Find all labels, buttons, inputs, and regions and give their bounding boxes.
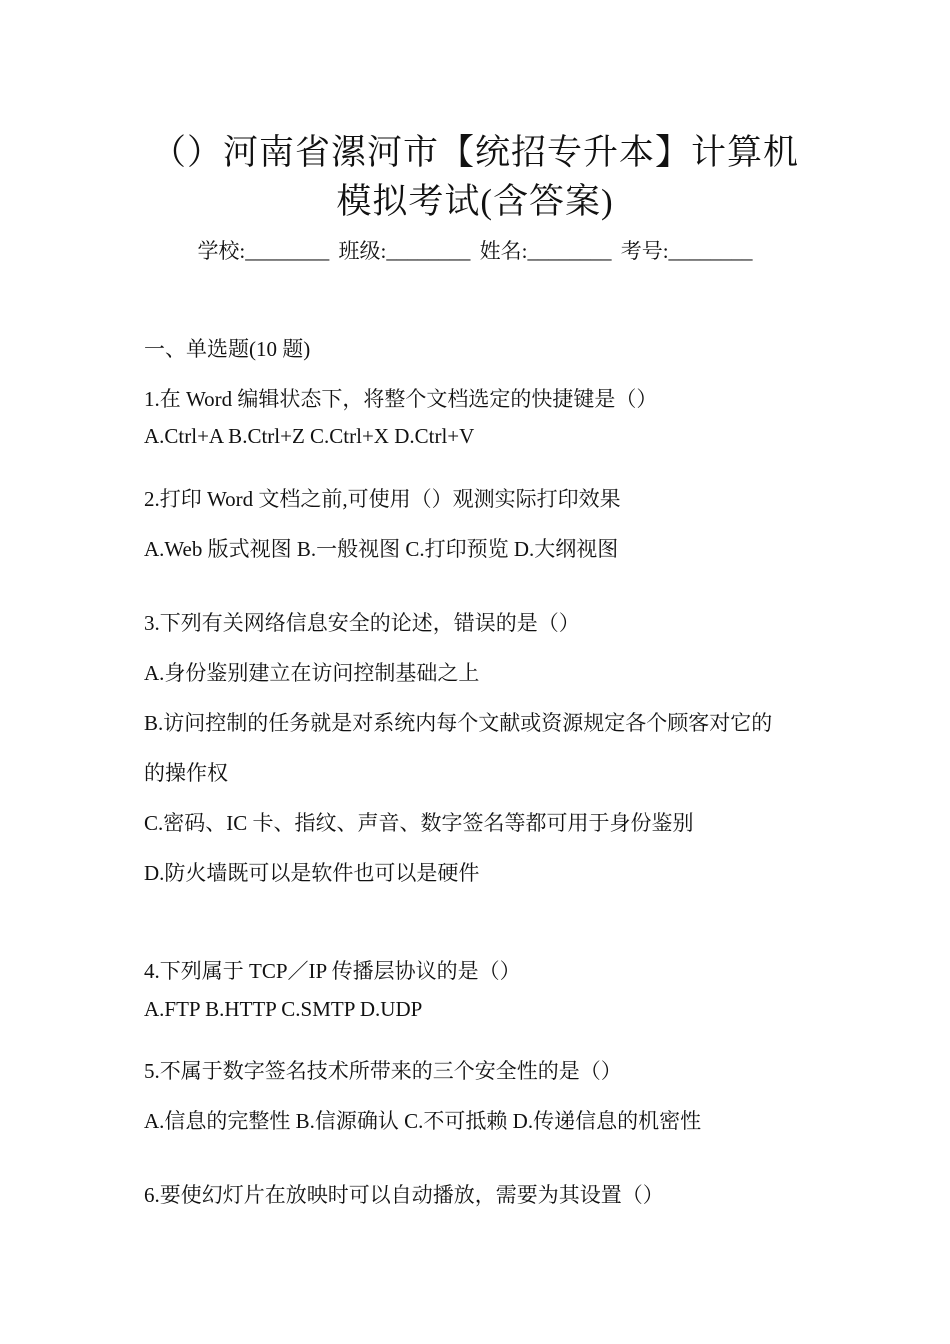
exam-number-field: 考号:________ bbox=[620, 239, 753, 263]
question-option-d: D.防火墙既可以是软件也可以是硬件 bbox=[144, 861, 480, 885]
question-options: A.信息的完整性 B.信源确认 C.不可抵赖 D.传递信息的机密性 bbox=[144, 1109, 702, 1133]
question-option-a: A.身份鉴别建立在访问控制基础之上 bbox=[144, 661, 480, 685]
student-info-line bbox=[0, 236, 950, 266]
question-option-b: B.访问控制的任务就是对系统内每个文献或资源规定各个顾客对它的 bbox=[144, 711, 773, 735]
name-field: 姓名:________ bbox=[479, 239, 612, 263]
question-stem: 4.下列属于 TCP／IP 传播层协议的是（） bbox=[144, 959, 521, 983]
question-option-b-continued: 的操作权 bbox=[144, 761, 228, 785]
question-stem: 1.在 Word 编辑状态下，将整个文档选定的快捷键是（） bbox=[144, 387, 658, 411]
question-option-c: C.密码、IC 卡、指纹、声音、数字签名等都可用于身份鉴别 bbox=[144, 811, 694, 835]
question-options: A.Ctrl+A B.Ctrl+Z C.Ctrl+X D.Ctrl+V bbox=[144, 424, 475, 448]
section-heading: 一、单选题(10 题) bbox=[144, 337, 311, 361]
question-stem: 6.要使幻灯片在放映时可以自动播放，需要为其设置（） bbox=[144, 1183, 664, 1207]
question-stem: 3.下列有关网络信息安全的论述，错误的是（） bbox=[144, 611, 580, 635]
school-field: 学校:________ bbox=[197, 239, 330, 263]
question-stem: 5.不属于数字签名技术所带来的三个安全性的是（） bbox=[144, 1059, 622, 1083]
question-options: A.FTP B.HTTP C.SMTP D.UDP bbox=[144, 997, 423, 1021]
document-title-line-1: （）河南省漯河市【统招专升本】计算机 bbox=[150, 133, 799, 172]
document-title-line-2: 模拟考试(含答案) bbox=[336, 182, 614, 221]
question-options: A.Web 版式视图 B.一般视图 C.打印预览 D.大纲视图 bbox=[144, 537, 619, 561]
class-field: 班级:________ bbox=[338, 239, 471, 263]
question-stem: 2.打印 Word 文档之前,可使用（）观测实际打印效果 bbox=[144, 487, 621, 511]
